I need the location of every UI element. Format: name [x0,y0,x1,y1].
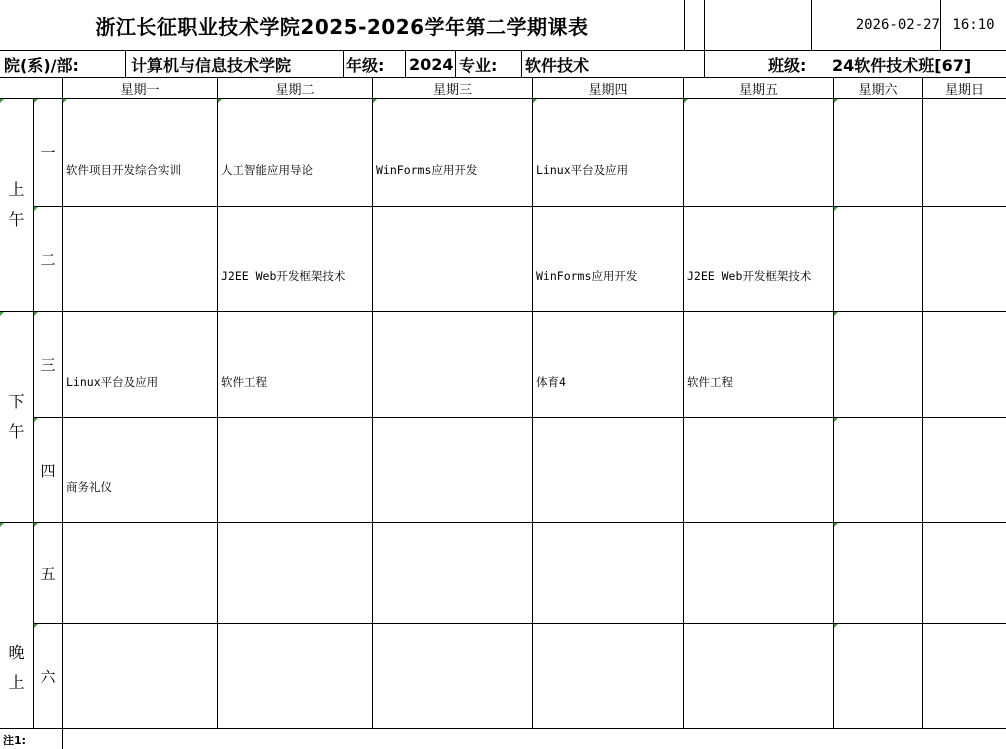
course-name: J2EE Web开发框架技术 [221,269,346,283]
period-2: 二 [40,250,56,269]
course-name: WinForms应用开发 [536,269,638,283]
period-5: 五 [40,564,56,583]
dept-value: 计算机与信息技术学院 [131,55,292,75]
page-title: 浙江长征职业技术学院2025-2026学年第二学期课表 [95,14,589,39]
session-morning-char-1: 上 [8,180,25,199]
grade-label: 年级: [346,55,385,75]
course-cell-tue-p3 [218,340,372,400]
major-value: 软件技术 [525,55,590,75]
print-time: 16:10 [952,17,995,33]
print-date: 2026-02-27 [855,17,940,33]
day-header-mon: 星期一 [120,82,160,98]
course-cell-tue-p2 [218,234,372,294]
day-header-fri: 星期五 [738,82,778,98]
course-cell-thu-p2 [533,234,683,294]
course-cell-fri-p3 [684,340,833,400]
course-cell-fri-p2 [684,234,833,294]
session-afternoon-char-1: 下 [8,392,25,411]
course-name: 人工智能应用导论 [221,163,313,177]
course-name: Linux平台及应用 [66,375,159,389]
period-3: 三 [40,356,56,374]
session-evening-char-2: 上 [8,673,25,692]
course-cell-wed-p1 [373,128,532,188]
course-name: 软件工程 [687,375,733,389]
course-cell-mon-p3 [63,340,217,400]
course-cell-tue-p1 [218,128,372,188]
session-morning [0,99,33,311]
course-cell-thu-p1 [533,128,683,188]
course-name: Linux平台及应用 [536,163,629,177]
period-6: 六 [40,667,56,686]
dept-label: 院(系)/部: [4,55,79,75]
course-name: WinForms应用开发 [376,163,478,177]
grade-value: 2024 [409,54,454,74]
session-afternoon-char-2: 午 [8,422,25,441]
day-header-tue: 星期二 [275,82,315,98]
period-1: 一 [40,144,56,162]
class-label: 班级: [768,55,807,75]
course-name: 软件工程 [221,375,267,389]
course-name: 软件项目开发综合实训 [66,163,181,177]
course-cell-thu-p3 [533,340,683,400]
course-cell-mon-p4 [63,445,217,505]
course-name: 商务礼仪 [66,480,112,494]
period-4: 四 [40,461,56,480]
session-evening-char-1: 晚 [8,643,25,662]
major-label: 专业: [459,55,498,75]
session-afternoon [0,312,33,522]
day-header-thu: 星期四 [588,82,628,98]
course-name: 体育4 [536,375,566,389]
day-header-sat: 星期六 [858,82,898,98]
day-header-sun: 星期日 [944,82,984,98]
course-name: J2EE Web开发框架技术 [687,269,812,283]
day-header-wed: 星期三 [432,82,472,98]
note-label: 注1: [3,734,27,747]
session-morning-char-2: 午 [8,210,25,229]
course-cell-mon-p1 [63,128,217,188]
session-evening [0,608,33,728]
class-value: 24软件技术班[67] [832,55,972,75]
